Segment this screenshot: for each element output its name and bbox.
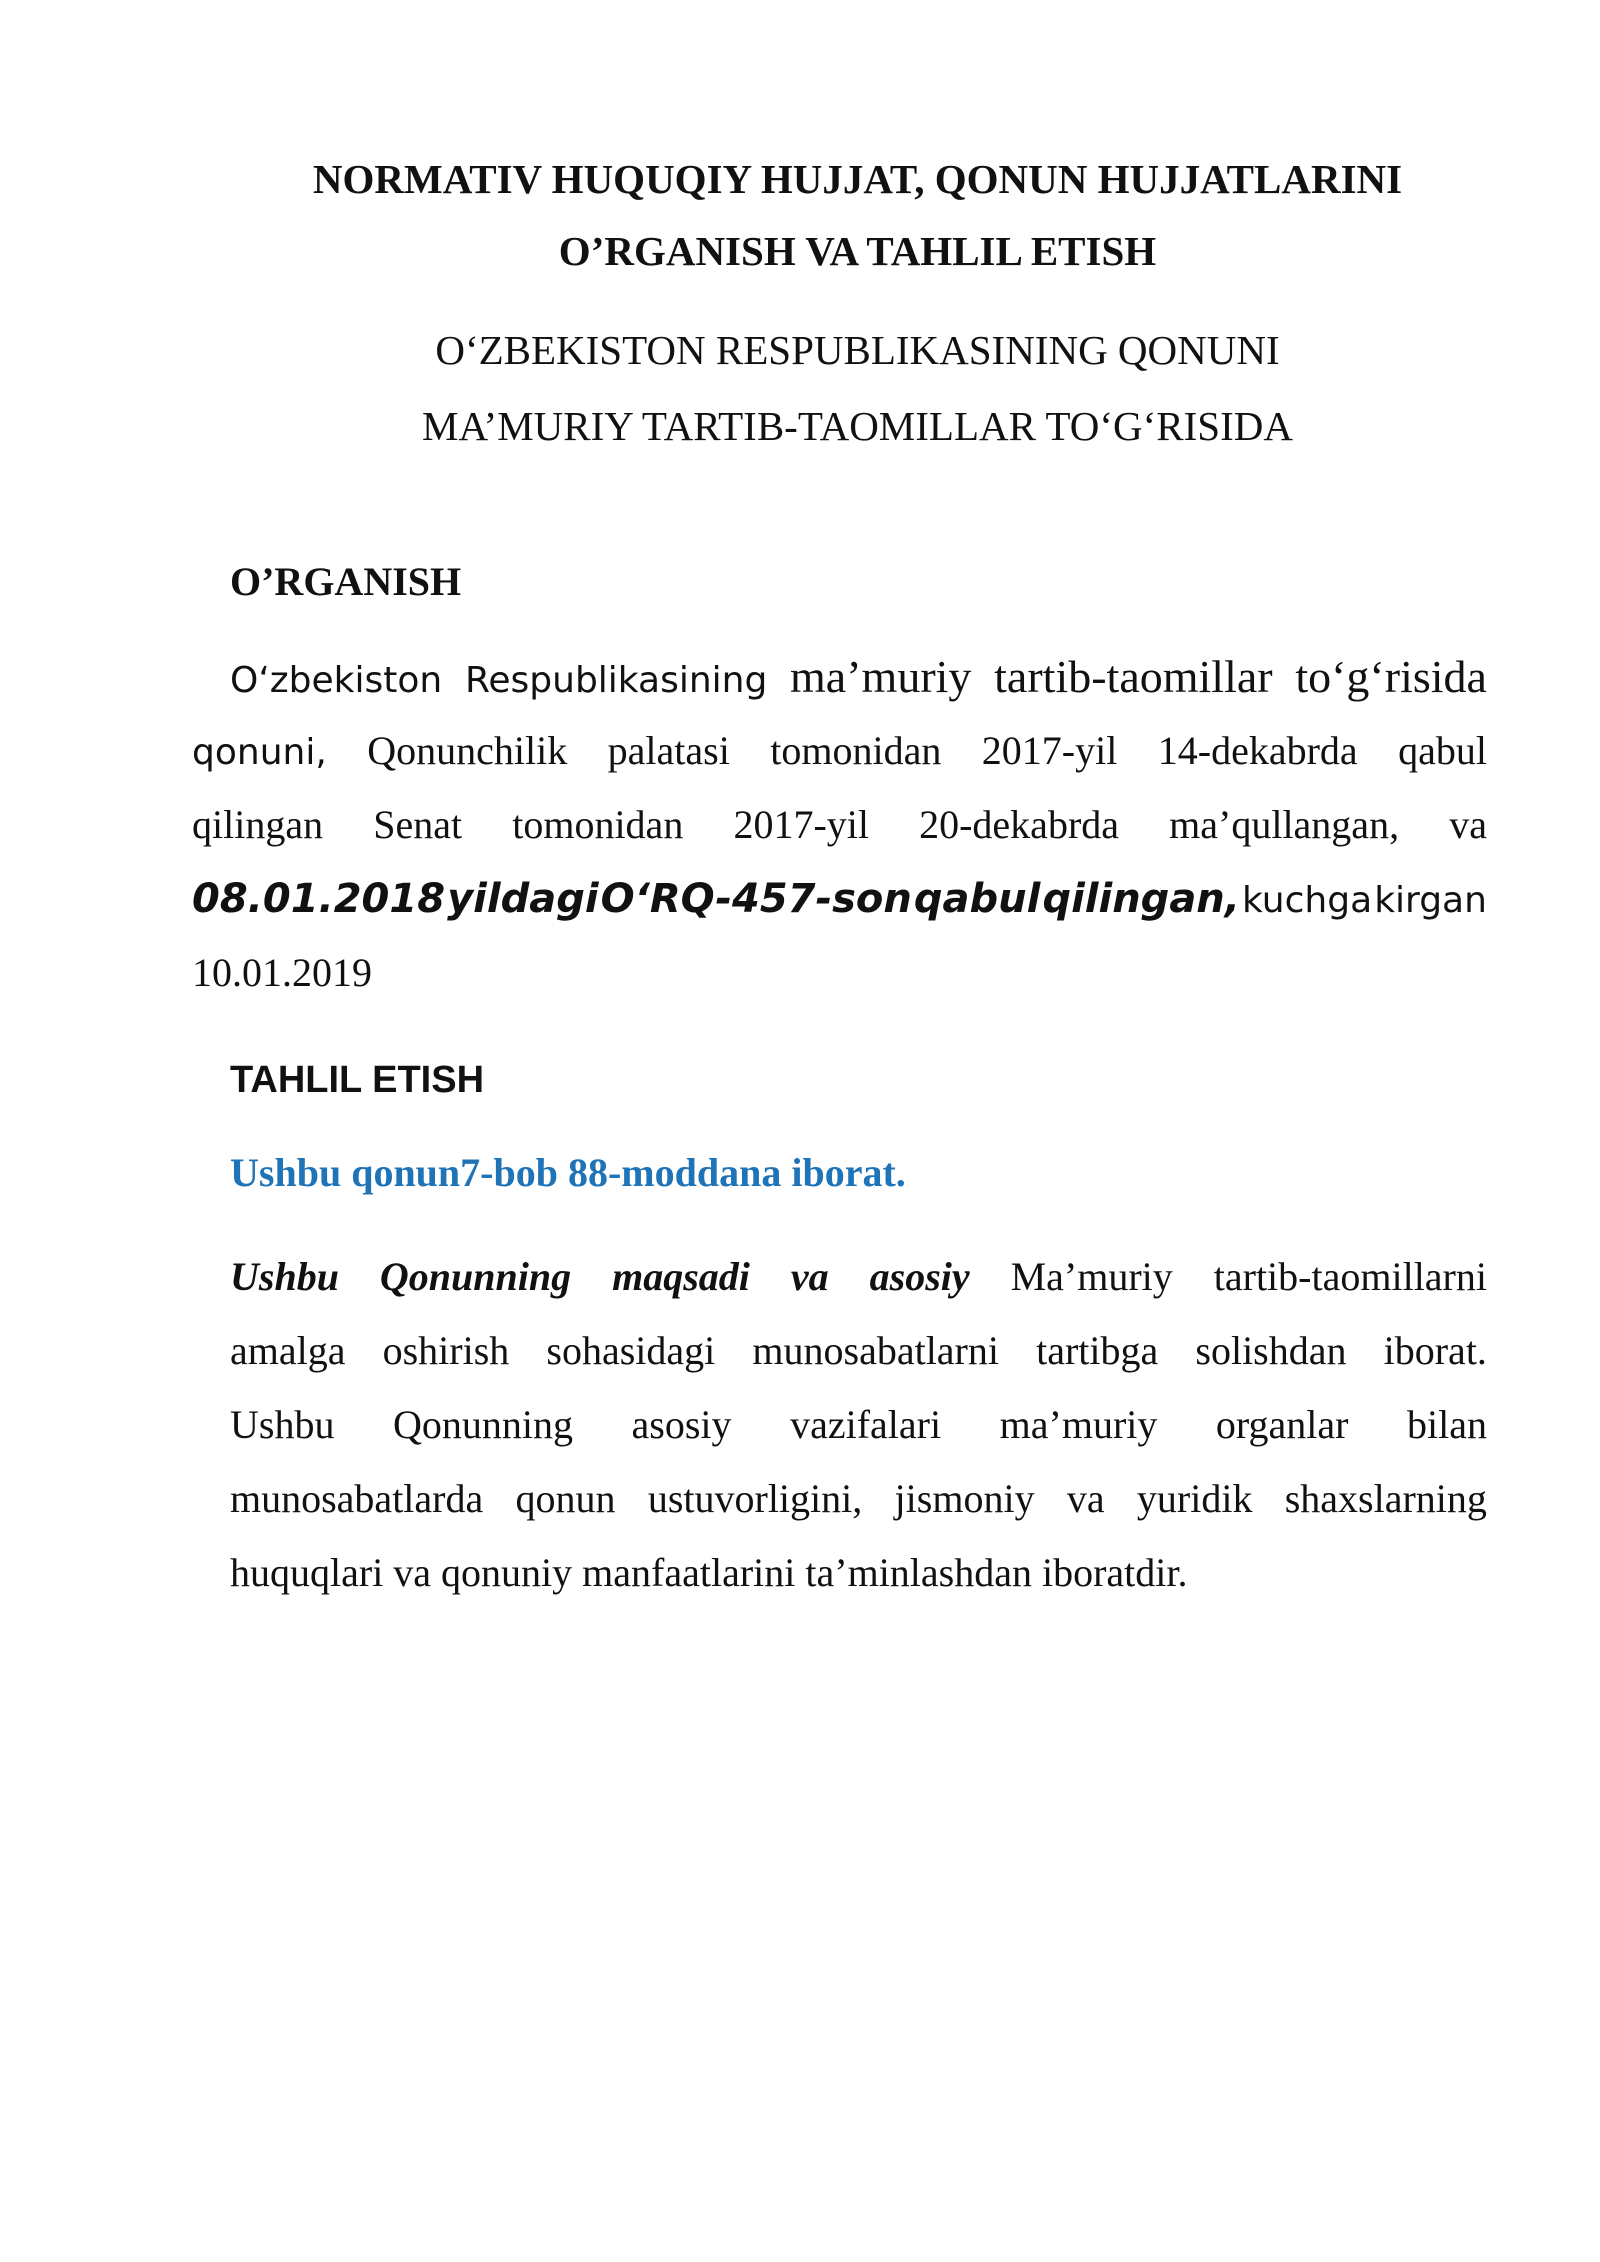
word: bilan (1407, 1402, 1487, 1447)
word: tartib-taomillar (994, 651, 1273, 702)
tahlil-paragraph (230, 1240, 1487, 1610)
word: kirgan (1374, 880, 1487, 921)
section-heading-organish: O’RGANISH (230, 559, 462, 604)
word: Respublikasining (464, 660, 768, 701)
word: ustuvorligini, (647, 1476, 863, 1521)
section-heading-tahlil-etish: TAHLIL ETISH (230, 1059, 485, 1101)
word: munosabatlarni (752, 1328, 999, 1373)
word: to‘g‘risida (1295, 651, 1487, 702)
entry-into-force-date: 10.01.2019 (192, 950, 372, 995)
word: O‘zbekiston (230, 660, 443, 701)
word: kuchga (1242, 880, 1373, 921)
paragraph-line (230, 1462, 1487, 1536)
paragraph-line (230, 640, 1487, 714)
document-title-line-1: NORMATIV HUQUQIY HUJJAT, QONUN HUJJATLARINI (312, 156, 1403, 202)
word: 14-dekabrda (1157, 728, 1358, 773)
word: iborat. (1383, 1328, 1487, 1373)
emphasis-word: va (790, 1254, 829, 1299)
word: oshirish (382, 1328, 510, 1373)
word: qabul (1398, 728, 1487, 773)
word: qonuni, (192, 732, 327, 773)
law-subtitle-line-2: MA’MURIY TARTIB-TAOMILLAR TO‘G‘RISIDA (422, 403, 1293, 449)
paragraph-line (192, 862, 1487, 936)
word: qilingan (192, 802, 324, 847)
law-subtitle-line-1: O‘ZBEKISTON RESPUBLIKASINING QONUNI (435, 327, 1280, 373)
word: munosabatlarda (230, 1476, 484, 1521)
word: tomonidan (512, 802, 684, 847)
word: palatasi (607, 728, 730, 773)
paragraph-line (192, 788, 1487, 862)
word: qonun (515, 1476, 616, 1521)
word: ma’muriy (790, 651, 972, 702)
word: tartibga (1036, 1328, 1159, 1373)
paragraph-line (192, 714, 1487, 788)
word: Senat (373, 802, 463, 847)
word: Ushbu (230, 1402, 335, 1447)
word: asosiy (631, 1402, 732, 1447)
word: 2017-yil (981, 728, 1118, 773)
organish-paragraph (192, 640, 1487, 1010)
document-title-line-2: O’RGANISH VA TAHLIL ETISH (558, 228, 1157, 274)
word: 2017-yil (733, 802, 869, 847)
paragraph-line (230, 1314, 1487, 1388)
word: jismoniy (894, 1476, 1035, 1521)
paragraph-line (230, 1240, 1487, 1314)
word: Qonunning (393, 1402, 573, 1447)
emphasis-word: asosiy (869, 1254, 970, 1299)
law-number-word: yildagi (447, 876, 599, 922)
word: ma’qullangan, (1169, 802, 1400, 847)
word: vazifalari (790, 1402, 942, 1447)
law-structure-highlight: Ushbu qonun7-bob 88-moddana iborat. (230, 1150, 906, 1195)
word: shaxslarning (1284, 1476, 1487, 1521)
word: sohasidagi (546, 1328, 716, 1373)
word: yuridik (1136, 1476, 1253, 1521)
word: tomonidan (770, 728, 942, 773)
law-number-word: qilingan, (1042, 876, 1240, 922)
word: va (1066, 1476, 1105, 1521)
law-number-word: qabul (913, 876, 1041, 922)
word: tartib-taomillarni (1213, 1254, 1487, 1299)
paragraph-line (230, 1536, 1487, 1610)
word: 20-dekabrda (919, 802, 1120, 847)
emphasis-word: Ushbu (230, 1254, 339, 1299)
law-number-word: 08.01.2018 (192, 876, 446, 922)
law-number-word: O‘RQ-457-son (600, 876, 912, 922)
word: ma’muriy (999, 1402, 1158, 1447)
paragraph-line (192, 936, 1487, 1010)
word: va (1449, 802, 1487, 847)
emphasis-word: maqsadi (612, 1254, 750, 1299)
paragraph-line (230, 1388, 1487, 1462)
word: Ma’muriy (1010, 1254, 1173, 1299)
word: amalga (230, 1328, 346, 1373)
emphasis-word: Qonunning (379, 1254, 572, 1299)
paragraph-last-line: huquqlari va qonuniy manfaatlarini ta’minlashdan iboratdir. (230, 1550, 1188, 1595)
word: organlar (1215, 1402, 1349, 1447)
word: solishdan (1195, 1328, 1347, 1373)
word: Qonunchilik (367, 728, 568, 773)
